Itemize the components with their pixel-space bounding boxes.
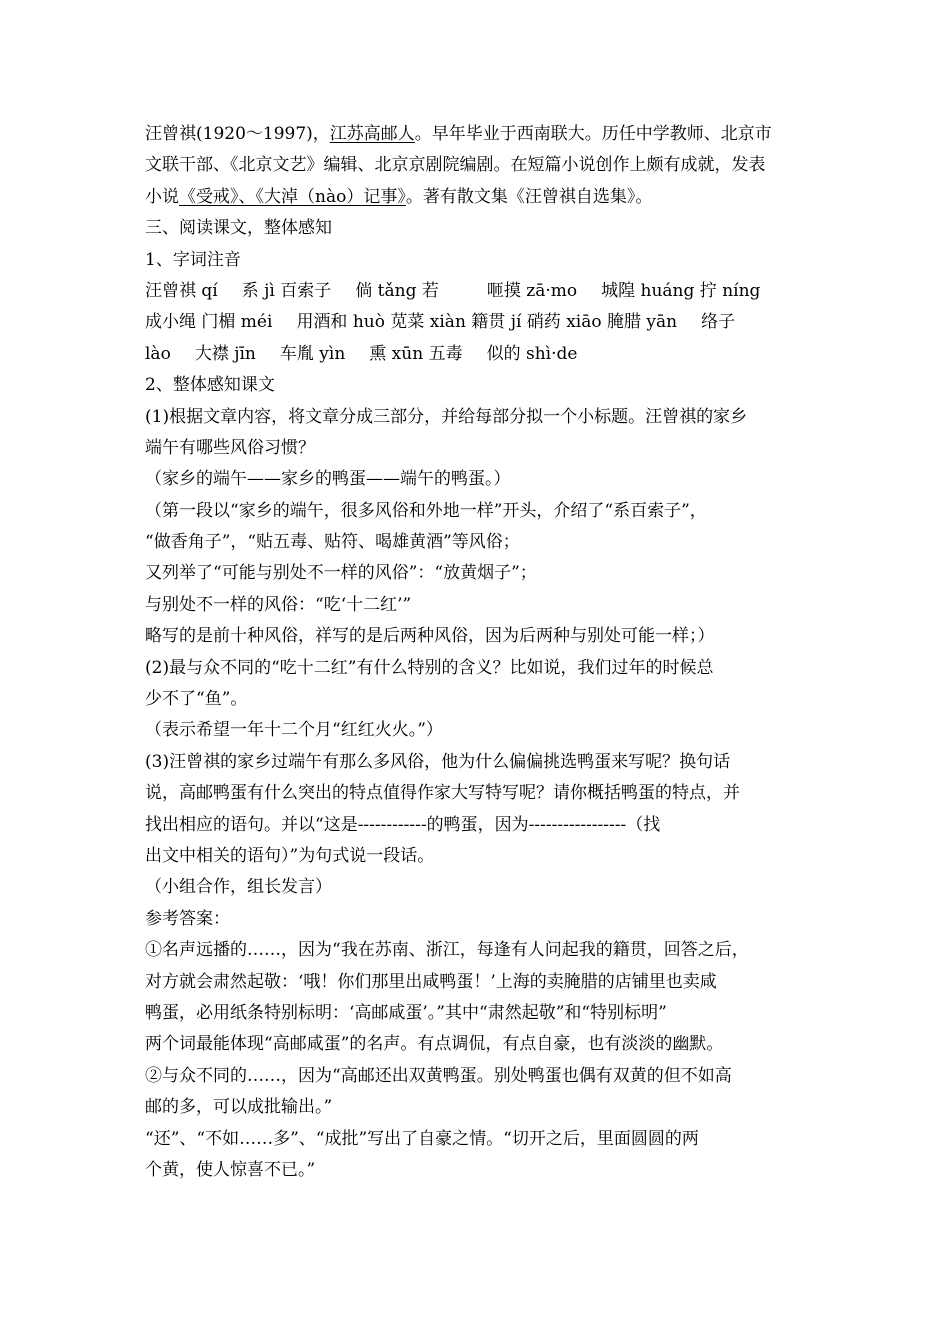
text-line xyxy=(145,684,825,715)
text-line xyxy=(145,1061,825,1092)
text-line xyxy=(145,810,825,841)
text-segment: 1、字词注音 xyxy=(145,249,241,270)
text-line xyxy=(145,307,825,338)
text-segment: 找出相应的语句。并以“这是------------的鸭蛋，因为-----------------（找 xyxy=(145,814,661,835)
text-segment: lào xyxy=(145,343,171,364)
text-segment: 参考答案： xyxy=(145,908,230,929)
text-line xyxy=(145,1092,825,1123)
text-segment: (3)汪曾祺的家乡过端午有那么多风俗，他为什么偏偏挑选鸭蛋来写呢？换句话 xyxy=(145,751,731,772)
document-body xyxy=(145,119,825,1186)
underlined-text: 江苏高邮人 xyxy=(329,124,415,144)
text-line xyxy=(145,621,825,652)
text-segment: 两个词最能体现“高邮咸蛋”的名声。有点调侃，有点自豪，也有淡淡的幽默。 xyxy=(145,1034,724,1055)
text-segment: 。早年毕业于西南联大。历任中学教师、北京市 xyxy=(414,124,772,144)
text-line xyxy=(145,339,825,370)
text-segment: 邮的多，可以成批输出。” xyxy=(145,1097,333,1118)
text-segment: 似的 shì·de xyxy=(486,343,578,364)
text-line xyxy=(145,119,825,150)
text-line xyxy=(145,527,825,558)
underlined-text: 《受戒》、《大淖（nào）记事》 xyxy=(179,186,406,207)
text-segment: 小说 xyxy=(145,186,179,207)
text-line xyxy=(145,778,825,809)
text-segment: ②与众不同的……，因为“高邮还出双黄鸭蛋。别处鸭蛋也偶有双黄的但不如高 xyxy=(145,1065,732,1086)
text-line xyxy=(145,967,825,998)
text-segment: 略写的是前十种风俗，祥写的是后两种风俗，因为后两种与别处可能一样；） xyxy=(145,626,715,647)
text-segment: （小组合作，组长发言） xyxy=(145,877,332,898)
text-line xyxy=(145,1029,825,1060)
text-segment: “还”、“不如……多”、“成批”写出了自豪之情。“切开之后，里面圆圆的两 xyxy=(145,1128,699,1149)
text-segment: 熏 xūn 五毒 xyxy=(369,343,463,364)
text-segment: 出文中相关的语句）”为句式说一段话。 xyxy=(145,845,435,866)
text-segment: 少不了“鱼”。 xyxy=(145,689,248,710)
text-segment: 三、阅读课文，整体感知 xyxy=(145,218,332,239)
text-line xyxy=(145,213,825,244)
text-segment: 汪曾祺(1920～1997)， xyxy=(145,124,330,144)
text-segment: 文联干部、《北京文艺》编辑、北京京剧院编剧。在短篇小说创作上颇有成就，发表 xyxy=(145,155,766,176)
text-line xyxy=(145,370,825,401)
text-segment: 系 jì 百索子 xyxy=(241,280,332,301)
text-segment: 成小绳 门楣 méi xyxy=(145,312,273,333)
text-segment: 与别处不一样的风俗：“吃‘十二红’” xyxy=(145,594,412,615)
text-line xyxy=(145,904,825,935)
text-line xyxy=(145,715,825,746)
text-line xyxy=(145,402,825,433)
text-segment: ①名声远播的……，因为“我在苏南、浙江，每逢有人问起我的籍贯，回答之后， xyxy=(145,940,749,961)
text-segment: 对方就会肃然起敬：‘哦！你们那里出咸鸭蛋！’上海的卖腌腊的店铺里也卖咸 xyxy=(145,971,717,992)
text-line xyxy=(145,590,825,621)
text-segment: 端午有哪些风俗习惯？ xyxy=(145,437,315,458)
text-line xyxy=(145,245,825,276)
text-line xyxy=(145,182,825,213)
text-line xyxy=(145,464,825,495)
text-line xyxy=(145,496,825,527)
text-segment: 倘 tǎng 若 xyxy=(355,280,439,301)
text-line xyxy=(145,1124,825,1155)
text-segment: “做香角子”，“贴五毒、贴符、喝雄黄酒”等风俗； xyxy=(145,532,520,553)
text-line xyxy=(145,653,825,684)
text-line xyxy=(145,872,825,903)
text-segment: 2、整体感知课文 xyxy=(145,375,275,396)
text-segment: (1)根据文章内容，将文章分成三部分，并给每部分拟一个小标题。汪曾祺的家乡 xyxy=(145,406,748,427)
text-line xyxy=(145,998,825,1029)
text-segment: 鸭蛋，必用纸条特别标明：‘高邮咸蛋’。”其中“肃然起敬”和“特别标明” xyxy=(145,1002,667,1023)
text-segment: 用酒和 huò 苋菜 xiàn 籍贯 jí 硝药 xiāo 腌腊 yān xyxy=(296,312,678,333)
text-segment: 又列举了“可能与别处不一样的风俗”：“放黄烟子”； xyxy=(145,563,537,584)
text-line xyxy=(145,747,825,778)
text-segment: 汪曾祺 qí xyxy=(145,280,218,301)
text-line xyxy=(145,1155,825,1186)
text-segment: 咂摸 zā·mo xyxy=(486,280,578,301)
text-segment: 络子 xyxy=(701,312,736,333)
text-line xyxy=(145,276,825,307)
text-segment: （表示希望一年十二个月“红红火火。”） xyxy=(145,720,443,741)
text-segment: (2)最与众不同的“吃十二红”有什么特别的含义？比如说，我们过年的时候总 xyxy=(145,657,714,678)
text-segment: （第一段以“家乡的端午，很多风俗和外地一样”开头，介绍了“系百索子”， xyxy=(145,500,707,521)
text-segment: （家乡的端午——家乡的鸭蛋——端午的鸭蛋。） xyxy=(145,469,511,490)
text-line xyxy=(145,150,825,181)
text-segment: 个黄，使人惊喜不已。” xyxy=(145,1159,316,1180)
text-segment: 车胤 yìn xyxy=(279,343,346,364)
text-segment: 说，高邮鸭蛋有什么突出的特点值得作家大写特写呢？请你概括鸭蛋的特点，并 xyxy=(145,783,740,804)
text-line xyxy=(145,558,825,589)
text-line xyxy=(145,841,825,872)
text-segment: 城隍 huáng 拧 níng xyxy=(601,280,761,301)
text-line xyxy=(145,433,825,464)
text-segment: 大襟 jīn xyxy=(194,343,256,364)
text-segment: 。著有散文集《汪曾祺自选集》。 xyxy=(405,186,653,207)
text-line xyxy=(145,935,825,966)
